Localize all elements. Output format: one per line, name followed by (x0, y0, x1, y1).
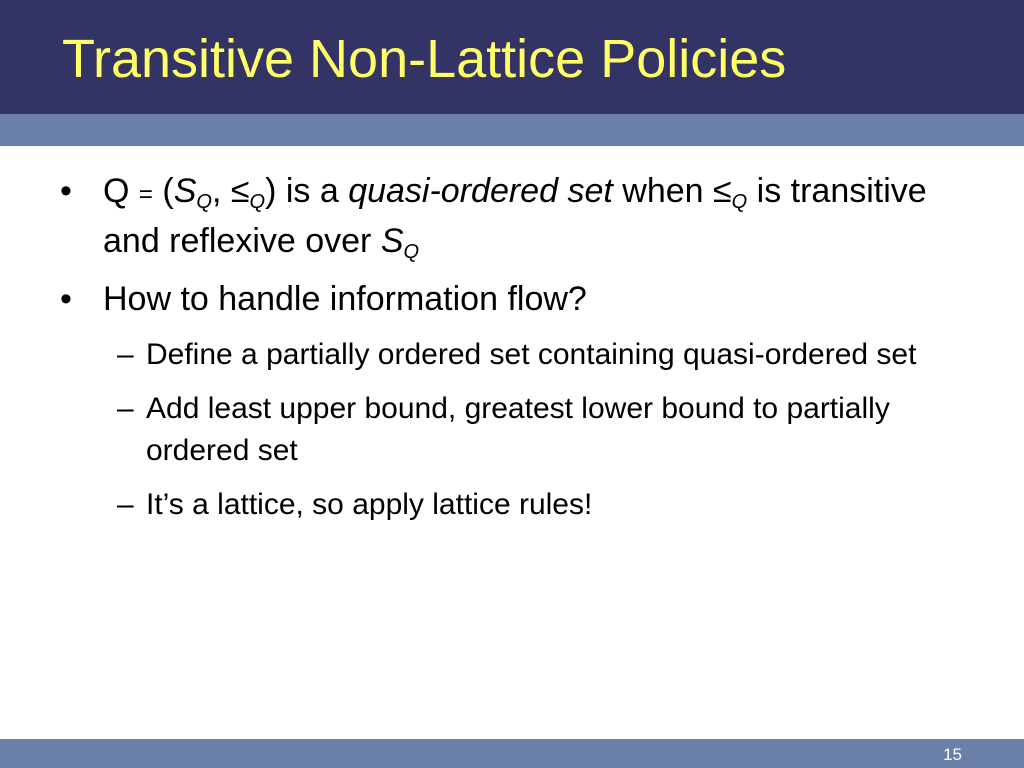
bullet-math-subscript-q: Q (196, 191, 212, 213)
bullet-text-when: when ≤ (612, 172, 732, 210)
sub-bullet-marker: – (117, 338, 134, 371)
slide-title: Transitive Non-Lattice Policies (62, 29, 787, 89)
sub-bullet-marker: – (117, 392, 134, 425)
sub-bullet-add-bounds (117, 388, 960, 472)
sub-bullet-lattice-rules (117, 484, 960, 526)
sub-bullet-text: Define a partially ordered set containing quasi-ordered set (146, 338, 917, 371)
bullet-math-subscript-q: Q (249, 191, 266, 213)
bullet-text-is-a: ) is a (265, 172, 349, 210)
bullet-text-equals: = (138, 181, 153, 208)
bullet-math-s: S (173, 172, 197, 210)
bullet-text: How to handle information flow? (103, 280, 587, 318)
sub-bullet-text: It’s a lattice, so apply lattice rules! (146, 488, 593, 521)
bullet-math-subscript-q: Q (403, 241, 420, 263)
bullet-marker: • (60, 172, 72, 210)
sub-bullet-text: Add least upper bound, greatest lower bound to partially ordered set (146, 392, 890, 467)
bullet-text-leq: , ≤ (211, 172, 250, 210)
bullet-text-transitive-reflexive: is transitive and reflexive over (103, 172, 927, 260)
bullet-math-subscript-q: Q (731, 191, 748, 213)
bullet-math-s: S (380, 222, 404, 260)
bullet-quasi-ordered-set (60, 168, 960, 264)
accent-band (0, 114, 1024, 146)
sub-bullet-define-poset (117, 334, 960, 376)
sub-bullet-marker: – (117, 488, 134, 521)
footer-bar (0, 739, 1024, 768)
slide-content (60, 168, 960, 538)
bullet-marker: • (60, 280, 72, 318)
bullet-term-quasi-ordered-set: quasi-ordered set (348, 172, 613, 210)
slide-number: 15 (943, 745, 962, 764)
bullet-information-flow (60, 276, 960, 322)
bullet-text-open-paren: ( (152, 172, 174, 210)
bullet-text-q: Q (103, 172, 139, 210)
